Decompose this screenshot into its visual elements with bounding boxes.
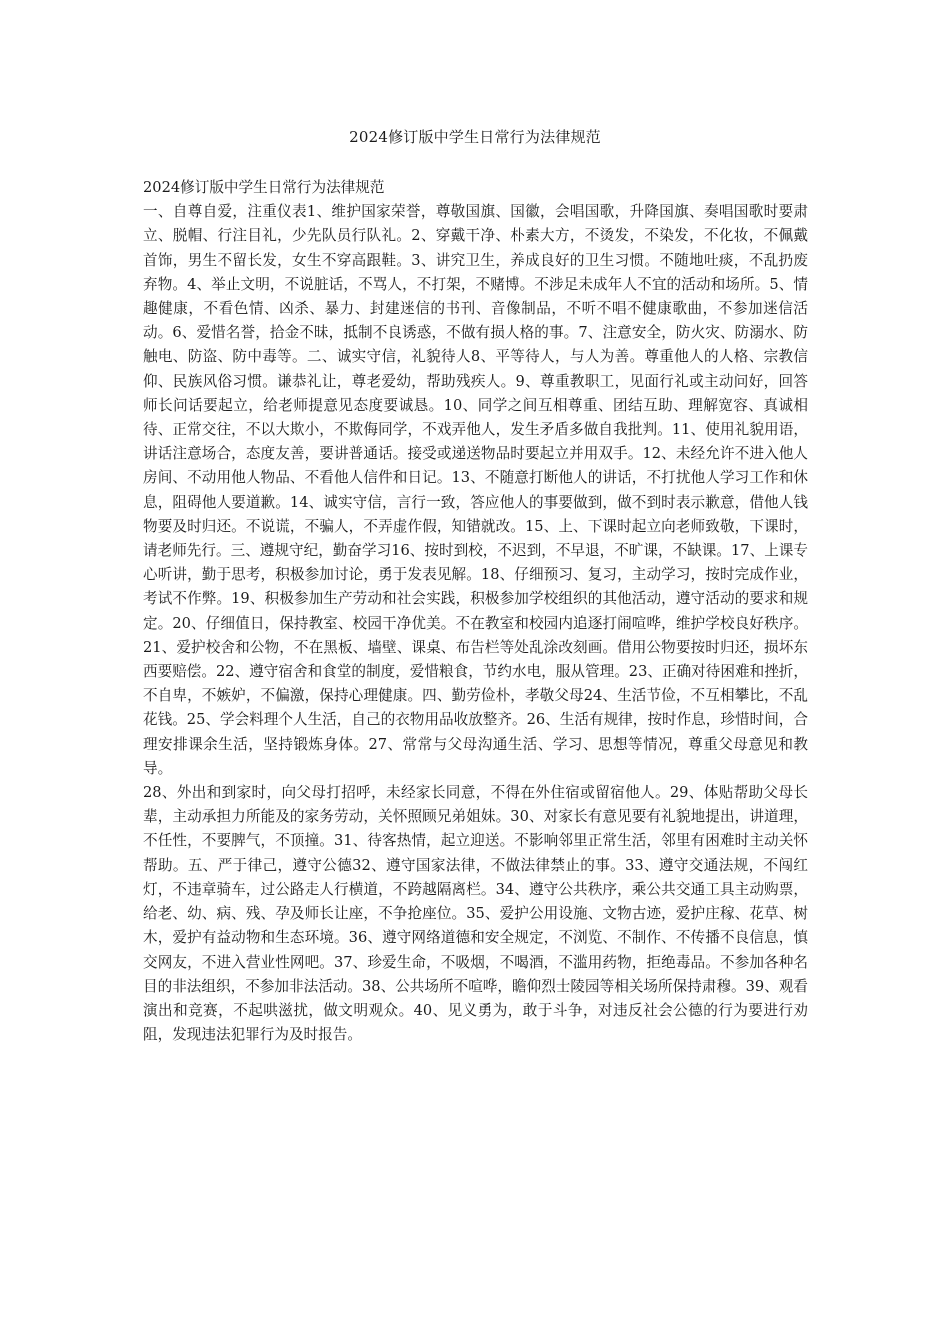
document-paragraph: 一、自尊自爱，注重仪表1、维护国家荣誉，尊敬国旗、国徽，会唱国歌，升降国旗、奏唱国歌时要肃立、脱帽、行注目礼，少先队员行队礼。2、穿戴干净、朴素大方，不烫发，不染发，不化妆，不佩戴首饰，男生不留长发，女生不穿高跟鞋。3、讲究卫生，养成良好的卫生习惯。不随地吐痰，不乱扔废弃物。4、举止文明，不说脏话，不骂人，不打架，不赌博。不涉足未成年人不宜的活动和场所。5、情趣健康，不看色情、凶杀、暴力、封建迷信的书刊、音像制品，不听不唱不健康歌曲，不参加迷信活动。6、爱惜名誉，拾金不昧，抵制不良诱惑，不做有损人格的事。7、注意安全，防火灾、防溺水、防触电、防盗、防中毒等。二、诚实守信，礼貌待人8、平等待人，与人为善。尊重他人的人格、宗教信仰、民族风俗习惯。谦恭礼让，尊老爱幼，帮助残疾人。9、尊重教职工，见面行礼或主动问好，回答师长问话要起立，给老师提意见态度要诚恳。10、同学之间互相尊重、团结互助、理解宽容、真诚相待、正常交往，不以大欺小，不欺侮同学，不戏弄他人，发生矛盾多做自我批判。11、使用礼貌用语，讲话注意场合，态度友善，要讲普通话。接受或递送物品时要起立并用双手。12、未经允许不进入他人房间、不动用他人物品、不看他人信件和日记。13、不随意打断他人的讲话，不打扰他人学习工作和休息，阻碍他人要道歉。14、诚实守信，言行一致，答应他人的事要做到，做不到时表示歉意，借他人钱物要及时归还。不说谎，不骗人，不弄虚作假，知错就改。15、上、下课时起立向老师致敬，下课时，请老师先行。三、遵规守纪，勤奋学习16、按时到校，不迟到，不早退，不旷课，不缺课。17、上课专心听讲，勤于思考，积极参加讨论，勇于发表见解。18、仔细预习、复习，主动学习，按时完成作业，考试不作弊。19、积极参加生产劳动和社会实践，积极参加学校组织的其他活动，遵守活动的要求和规定。20、仔细值日，保持教室、校园干净优美。不在教室和校园内追逐打闹喧哗，维护学校良好秩序。21、爱护校舍和公物，不在黑板、墙壁、课桌、布告栏等处乱涂改刻画。借用公物要按时归还，损坏东西要赔偿。22、遵守宿舍和食堂的制度，爱惜粮食，节约水电，服从管理。23、正确对待困难和挫折，不自卑，不嫉妒，不偏激，保持心理健康。四、勤劳俭朴，孝敬父母24、生活节俭，不互相攀比，不乱花钱。25、学会料理个人生活，自己的衣物用品收放整齐。26、生活有规律，按时作息，珍惜时间，合理安排课余生活，坚持锻炼身体。27、常常与父母沟通生活、学习、思想等情况，尊重父母意见和教导。 [143, 203, 808, 777]
document-title: 2024修订版中学生日常行为法律规范 [349, 128, 601, 146]
document-paragraph: 28、外出和到家时，向父母打招呼，未经家长同意，不得在外住宿或留宿他人。29、体贴帮助父母长辈，主动承担力所能及的家务劳动，关怀照顾兄弟姐妹。30、对家长有意见要有礼貌地提出，讲道理，不任性，不要脾气，不顶撞。31、待客热情，起立迎送。不影响邻里正常生活，邻里有困难时主动关怀帮助。五、严于律己，遵守公德32、遵守国家法律，不做法律禁止的事。33、遵守交通法规，不闯红灯，不违章骑车，过公路走人行横道，不跨越隔离栏。34、遵守公共秩序，乘公共交通工具主动购票，给老、幼、病、残、孕及师长让座，不争抢座位。35、爱护公用设施、文物古迹，爱护庄稼、花草、树木，爱护有益动物和生态环境。36、遵守网络道德和安全规定，不浏览、不制作、不传播不良信息，慎交网友，不进入营业性网吧。37、珍爱生命，不吸烟，不喝酒，不滥用药物，拒绝毒品。不参加各种名目的非法组织，不参加非法活动。38、公共场所不喧哗，瞻仰烈士陵园等相关场所保持肃穆。39、观看演出和竞赛，不起哄滋扰，做文明观众。40、见义勇为，敢于斗争，对违反社会公德的行为要进行劝阻，发现违法犯罪行为及时报告。 [143, 784, 808, 1044]
document-subtitle: 2024修订版中学生日常行为法律规范 [143, 179, 385, 196]
document-body [143, 176, 808, 1047]
